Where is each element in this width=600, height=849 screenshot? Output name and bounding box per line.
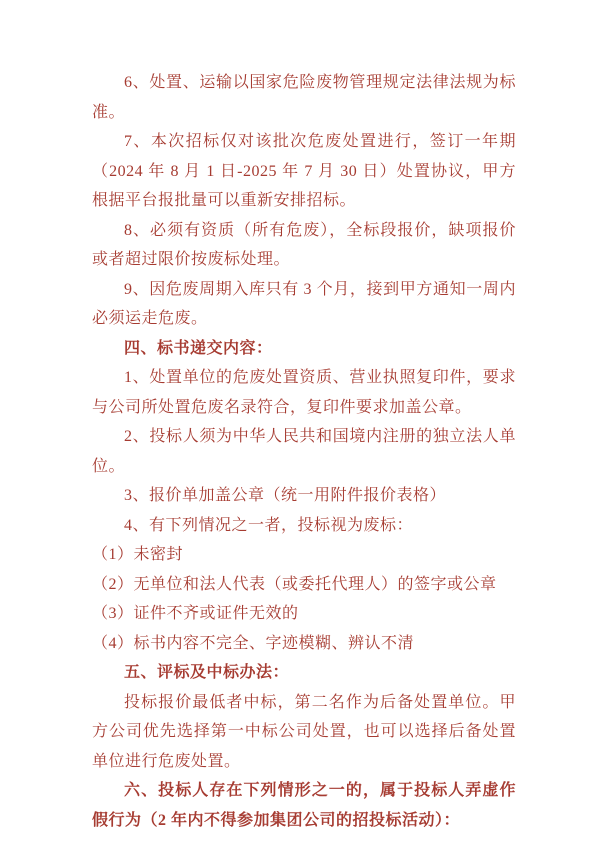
submission-item-4: 4、有下列情况之一者，投标视为废标：	[124, 516, 414, 534]
section-5-heading: 五、评标及中标办法：	[124, 664, 290, 681]
document-body	[92, 68, 516, 835]
submission-item-3: 3、报价单加盖公章（统一用附件报价表格）	[124, 487, 447, 504]
clause-8: 8、必须有资质（所有危废），全标段报价，缺项报价或者超过限价按废标处理。	[92, 221, 516, 268]
clause-9: 9、因危废周期入库只有 3 个月，接到甲方通知一周内必须运走危废。	[92, 280, 516, 327]
submission-item-1: 1、处置单位的危废处置资质、营业执照复印件，要求与公司所处置危废名录符合，复印件要求加盖公章。	[92, 369, 516, 416]
invalid-bid-subitem-2: （2）无单位和法人代表（或委托代理人）的签字或公章	[92, 575, 497, 593]
clause-7: 7、本次招标仅对该批次危废处置进行，签订一年期（2024 年 8 月 1 日-2025 年 7 月 30 日）处置协议，甲方根据平台报批量可以重新安排招标。	[92, 133, 516, 209]
section-4-heading: 四、标书递交内容：	[124, 339, 273, 357]
submission-item-2: 2、投标人须为中华人民共和国境内注册的独立法人单位。	[92, 428, 516, 475]
award-method-paragraph: 投标报价最低者中标，第二名作为后备处置单位。甲方公司优先选择第一中标公司处置，也可以选择后备处置单位进行危废处置。	[92, 693, 516, 770]
invalid-bid-subitem-1: （1）未密封	[92, 546, 184, 563]
clause-6: 6、处置、运输以国家危险废物管理规定法律法规为标准。	[92, 74, 516, 121]
invalid-bid-subitem-4: （4）标书内容不完全、字迹模糊、辨认不清	[92, 634, 415, 652]
section-6-heading: 六、投标人存在下列情形之一的，属于投标人弄虚作假行为（2 年内不得参加集团公司的招投标活动）：	[92, 782, 516, 829]
invalid-bid-subitem-3: （3）证件不齐或证件无效的	[92, 605, 299, 622]
